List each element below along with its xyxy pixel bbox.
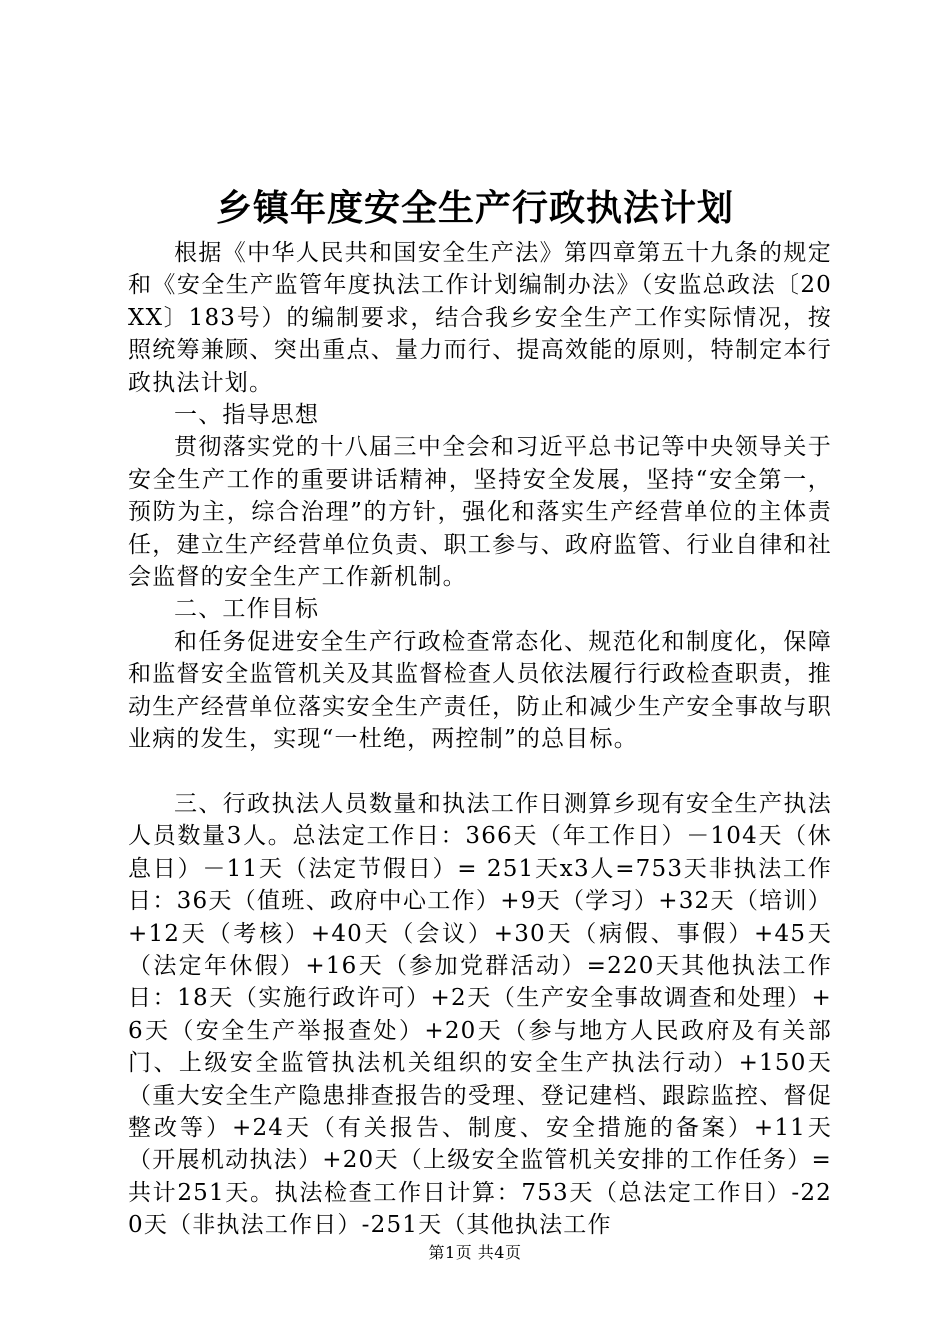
document-body [128,237,832,1242]
section-body-work-goals: 和任务促进安全生产行政检查常态化、规范化和制度化，保障和监督安全监管机关及其监督检查人员依法履行行政检查职责，推动生产经营单位落实安全生产责任，防止和减少生产安全事故与职业病的发生，实现“一杜绝，两控制”的总目标。 [128,628,832,753]
page-footer: 第1页 共4页 [428,1243,522,1262]
section-heading-work-goals: 二、工作目标 [174,596,320,623]
section-heading-guiding-thought: 一、指导思想 [174,402,320,429]
intro-paragraph: 根据《中华人民共和国安全生产法》第四章第五十九条的规定和《安全生产监管年度执法工作计划编制办法》（安监总政法〔20XX〕183号）的编制要求，结合我乡安全生产工作实际情况，按照统筹兼顾、突出重点、量力而行、提高效能的原则，特制定本行政执法计划。 [128,240,832,396]
document-title: 乡镇年度安全生产行政执法计划 [215,187,734,229]
blank-line [128,756,832,788]
section-body-guiding-thought: 贯彻落实党的十八届三中全会和习近平总书记等中央领导关于安全生产工作的重要讲话精神，坚持安全发展，坚持“安全第一，预防为主，综合治理”的方针，强化和落实生产经营单位的主体责任，建立生产经营单位负责、职工参与、政府监管、行业自律和社会监督的安全生产工作新机制。 [128,434,832,591]
section-body-staffing-workdays: 三、行政执法人员数量和执法工作日测算乡现有安全生产执法人员数量3人。总法定工作日：366天（年工作日）－104天（休息日）－11天（法定节假日）= 251天x3人=753天非执法工作日：36天（值班、政府中心工作）+9天（学习）+32天（培训）+12天（考核）+40天（会议）+30天（病假、事假）+45天（法定年休假）+16天（参加党群活动）=220天其他执法工作日：18天（实施行政许可）+2天（生产安全事故调查和处理）+6天（安全生产举报查处）+20天（参与地方人民政府及有关部门、上级安全监管执法机关组织的安全生产执法行动）+150天（重大安全生产隐患排查报告的受理、登记建档、跟踪监控、督促整改等）+24天（有关报告、制度、安全措施的备案）+11天（开展机动执法）+20天（上级安全监管机关安排的工作任务）=共计251天。执法检查工作日计算：753天（总法定工作日）-220天（非执法工作日）-251天（其他执法工作 [128,790,832,1239]
